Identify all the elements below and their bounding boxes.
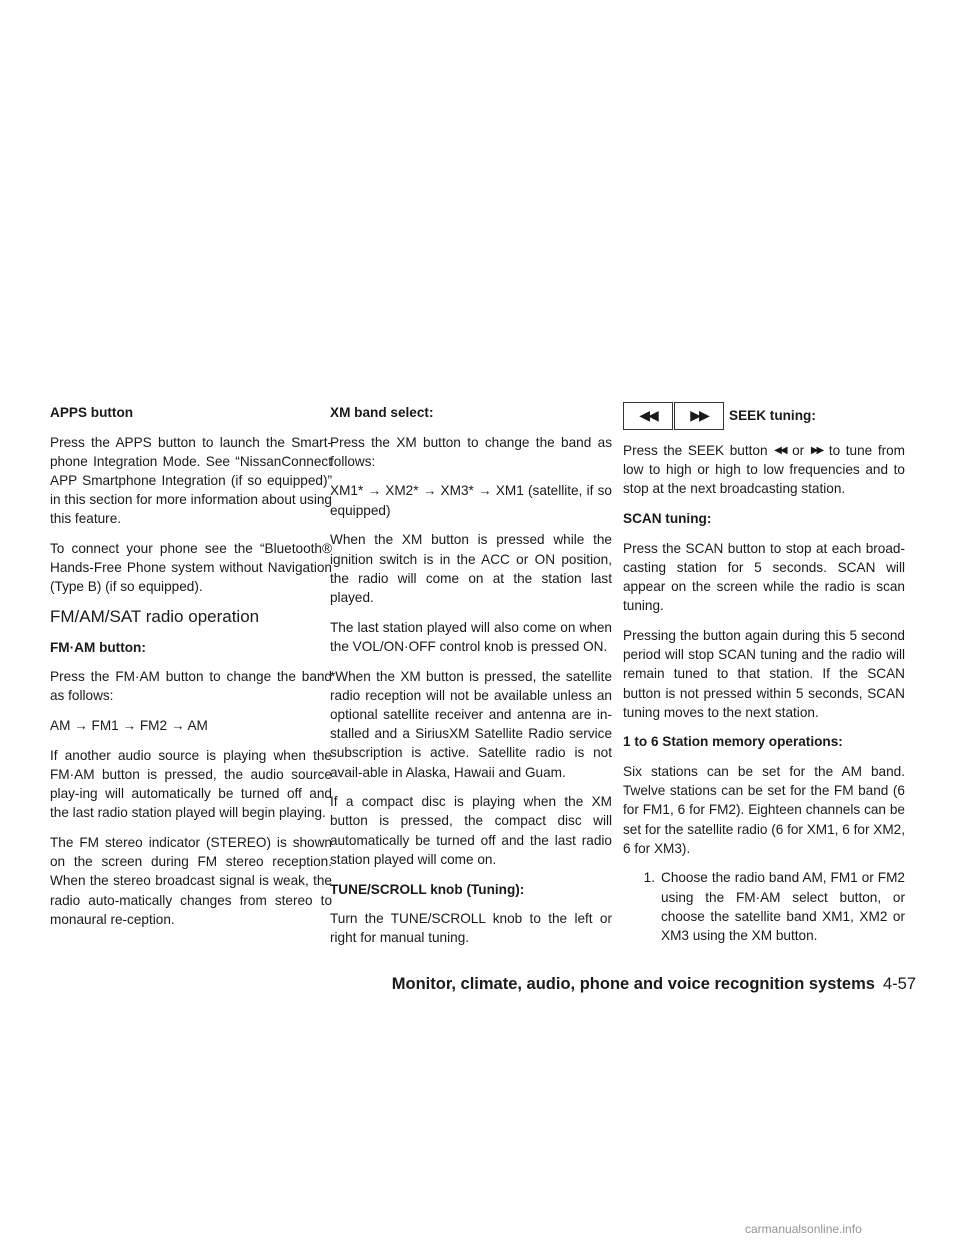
- xm-sequence: XM1* → XM2* → XM3* → XM1 (satellite, if so equipped): [330, 483, 612, 518]
- seek-next-inline-icon: ▶▶: [810, 445, 823, 456]
- xm-paragraph-2: When the XM button is pressed while the ignition switch is in the ACC or ON position, the radio will come on at the station last played.: [330, 532, 612, 605]
- seek-heading-row: [623, 401, 905, 431]
- tune-heading: TUNE/SCROLL knob (Tuning):: [330, 881, 525, 897]
- page-footer: [392, 975, 916, 999]
- column-middle: [330, 403, 612, 958]
- step-1-text: Choose the radio band AM, FM1 or FM2 using the FM·AM select button, or choose the satellite band XM1, XM2 or XM3 using the XM button.: [661, 870, 905, 944]
- apps-paragraph-1: Press the APPS button to launch the Smart-phone Integration Mode. See “NissanConnect APP Smartphone Integration (if so equipped)” in this section for more information about using this feature.: [50, 434, 332, 527]
- seek-text-b: to tune from low to high or high to low frequencies and to stop at the next broadcasting station.: [623, 443, 906, 497]
- seek-text-or: or: [792, 443, 805, 458]
- memory-paragraph-1: Six stations can be set for the AM band. Twelve stations can be set for the FM band (6 for FM1, 6 for FM2). Eighteen channels can be set for the satellite radio (6 for XM1, 6 for XM2, 6 for XM3).: [623, 763, 905, 856]
- apps-paragraph-2: To connect your phone see the “Bluetooth® Hands-Free Phone system without Navigation (Type B) (if so equipped).: [50, 541, 332, 595]
- seek-prev-inline-icon: ◀◀: [774, 445, 786, 456]
- xm-paragraph-3: The last station played will also come on when the VOL/ON·OFF control knob is pressed ON.: [330, 619, 612, 654]
- fmam-paragraph-2: If another audio source is playing when the FM·AM button is pressed, the audio source play-ing will automatically be turned off and the last radio station played will begin playing.: [50, 747, 332, 821]
- seek-text-a: Press the SEEK button: [623, 443, 768, 458]
- page-number: 4-57: [882, 975, 916, 993]
- fmam-paragraph-3: The FM stereo indicator (STEREO) is shown on the screen during FM stereo reception. When the stereo broadcast signal is weak, the radio auto-matically changes from stereo to monaural re-ception.: [50, 835, 332, 927]
- seek-heading: SEEK tuning:: [729, 408, 816, 424]
- xm-paragraph-1: Press the XM button to change the band as follows:: [330, 434, 612, 469]
- fmam-sequence: AM → FM1 → FM2 → AM: [50, 718, 208, 734]
- xm-heading: XM band select:: [330, 405, 434, 420]
- column-right: [623, 403, 905, 945]
- apps-heading: APPS button: [50, 405, 134, 420]
- watermark: carmanualsonline.info: [745, 1222, 862, 1236]
- list-item-step-1: [623, 868, 905, 945]
- fmam-paragraph-1: Press the FM·AM button to change the band as follows:: [50, 669, 332, 704]
- tune-paragraph-1: Turn the TUNE/SCROLL knob to the left or right for manual tuning.: [330, 911, 612, 946]
- seek-next-icon: ▶▶: [674, 402, 724, 430]
- step-1-number: 1.: [643, 870, 655, 886]
- scan-paragraph-1: Press the SCAN button to stop at each broad-casting station for 5 seconds. SCAN will appear on the screen while the radio is scan tuning.: [623, 540, 905, 614]
- scan-paragraph-2: Pressing the button again during this 5 second period will stop SCAN tuning and the radio will remain tuned to that station. If the SCAN button is not pressed within 5 seconds, SCAN tuning moves to the next station.: [623, 627, 905, 720]
- seek-prev-icon: ◀◀: [623, 402, 673, 430]
- scan-heading: SCAN tuning:: [623, 511, 712, 527]
- memory-heading: 1 to 6 Station memory operations:: [623, 734, 843, 750]
- column-left: [50, 403, 332, 940]
- seek-paragraph: [623, 441, 905, 499]
- xm-paragraph-5: If a compact disc is playing when the XM button is pressed, the compact disc will automatically be turned off and the last radio station played will come on.: [330, 794, 612, 867]
- fmam-heading: FM·AM button:: [50, 639, 146, 655]
- xm-paragraph-4: *When the XM button is pressed, the satellite radio reception will not be available unless an optional satellite receiver and antenna are in-stalled and a SiriusXM Satellite Radio service subscription is active. Satellite radio is not avail-able in Alaska, Hawaii and Guam.: [330, 668, 612, 780]
- section-title: FM/AM/SAT radio operation: [50, 607, 260, 627]
- footer-title: Monitor, climate, audio, phone and voice recognition systems: [391, 975, 875, 993]
